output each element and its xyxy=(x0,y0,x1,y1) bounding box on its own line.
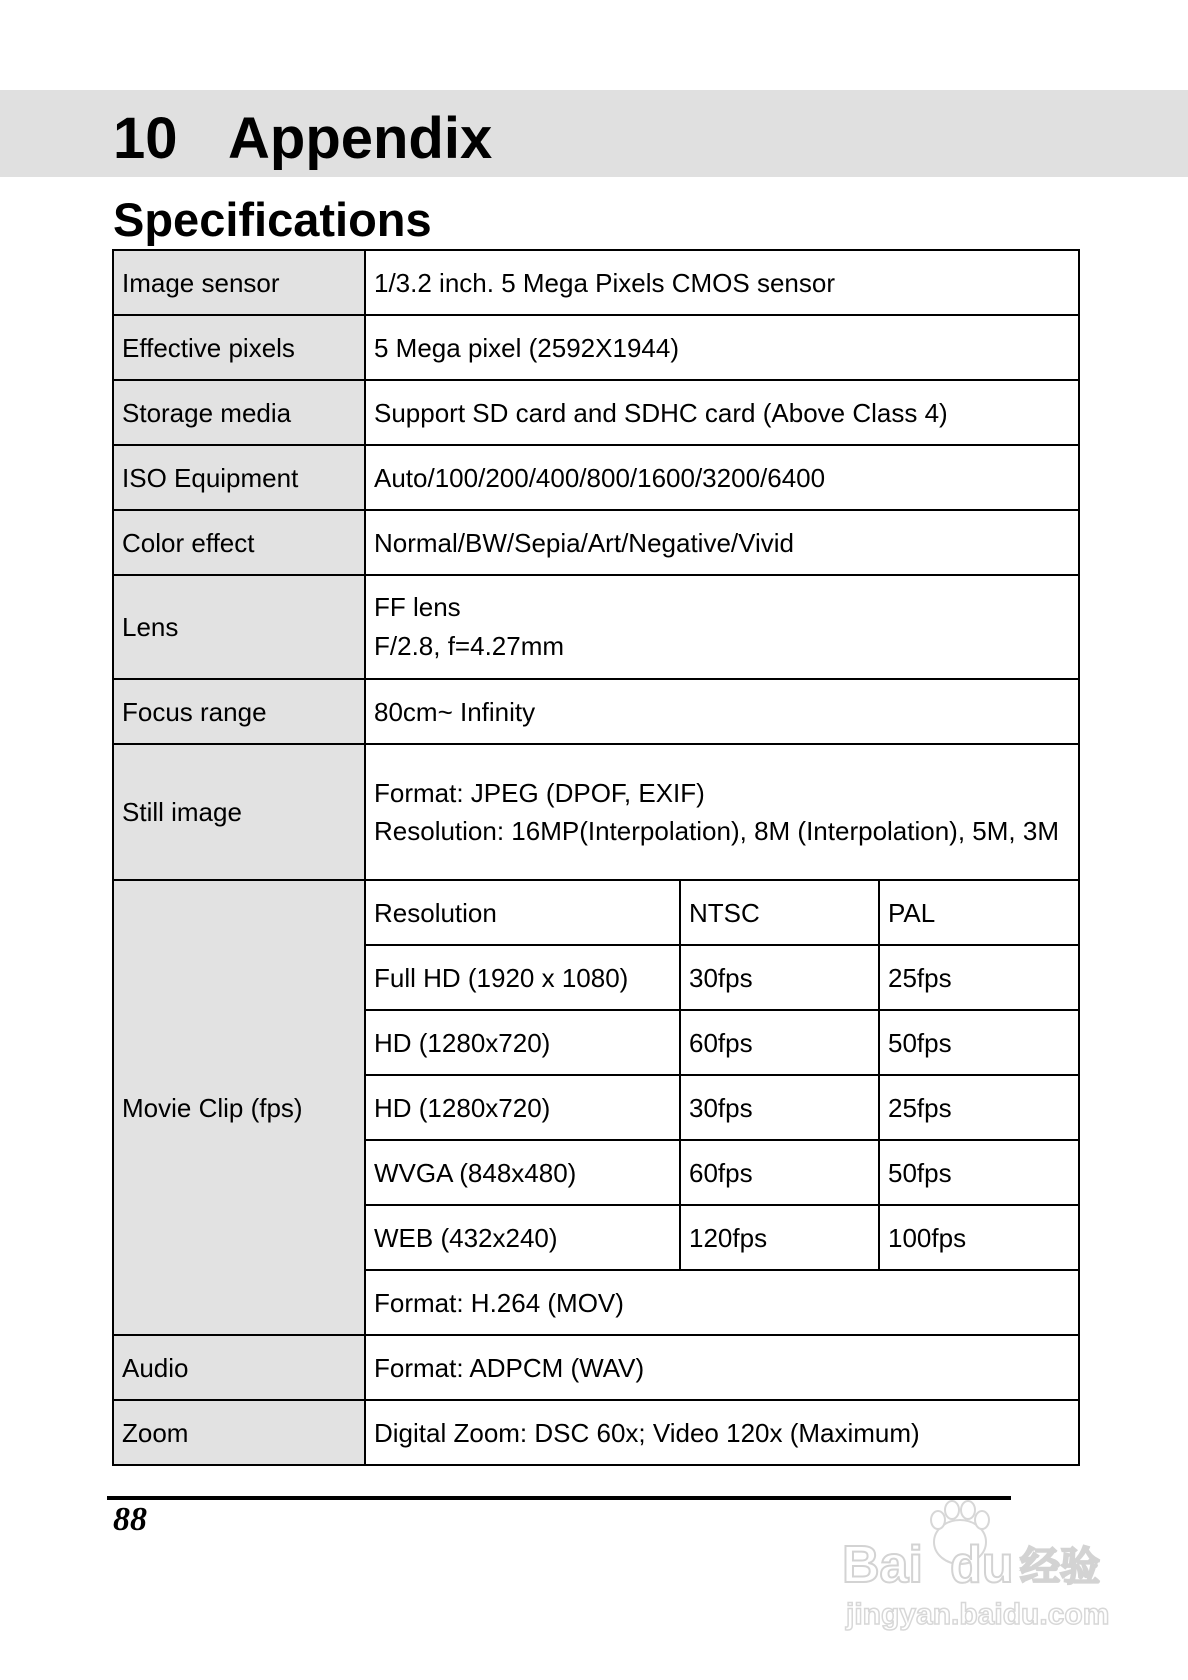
spec-label: Still image xyxy=(113,744,365,880)
movie-ntsc: 60fps xyxy=(680,1010,879,1075)
movie-pal: 100fps xyxy=(879,1205,1079,1270)
movie-resolution: WVGA (848x480) xyxy=(365,1140,680,1205)
section-title: Specifications xyxy=(113,193,432,246)
chapter-name: Appendix xyxy=(228,106,493,171)
spec-row-effective-pixels xyxy=(113,315,1079,380)
spec-value: 1/3.2 inch. 5 Mega Pixels CMOS sensor xyxy=(365,250,1079,315)
spec-label: Lens xyxy=(113,575,365,679)
chapter-number: 10 xyxy=(113,106,178,171)
svg-text:Bai: Bai xyxy=(842,1536,923,1594)
svg-text:经验: 经验 xyxy=(1020,1544,1100,1590)
movie-header-row xyxy=(113,880,1079,945)
spec-label: Audio xyxy=(113,1335,365,1400)
movie-header-pal: PAL xyxy=(879,880,1079,945)
spec-value: Support SD card and SDHC card (Above Class 4) xyxy=(365,380,1079,445)
spec-label-movie-clip: Movie Clip (fps) xyxy=(113,880,365,1335)
spec-value xyxy=(365,575,1079,679)
lens-type: FF lens xyxy=(374,592,461,622)
spec-value: 80cm~ Infinity xyxy=(365,679,1079,744)
svg-text:du: du xyxy=(950,1536,1014,1594)
spec-label: Focus range xyxy=(113,679,365,744)
spec-label: Effective pixels xyxy=(113,315,365,380)
spec-row-audio xyxy=(113,1335,1079,1400)
movie-resolution: WEB (432x240) xyxy=(365,1205,680,1270)
spec-label: Image sensor xyxy=(113,250,365,315)
still-image-format: Format: JPEG (DPOF, EXIF) xyxy=(374,778,705,808)
movie-header-ntsc: NTSC xyxy=(680,880,879,945)
chapter-title xyxy=(113,100,492,178)
movie-ntsc: 30fps xyxy=(680,945,879,1010)
spec-label: ISO Equipment xyxy=(113,445,365,510)
movie-header-resolution: Resolution xyxy=(365,880,680,945)
page-number: 88 xyxy=(113,1501,147,1538)
spec-row-still-image xyxy=(113,744,1079,880)
spec-value: Format: ADPCM (WAV) xyxy=(365,1335,1079,1400)
spec-row-image-sensor xyxy=(113,250,1079,315)
spec-value xyxy=(365,744,1079,880)
spec-row-storage-media xyxy=(113,380,1079,445)
still-image-resolution: Resolution: 16MP(Interpolation), 8M (Interpolation), 5M, 3M xyxy=(374,816,1059,846)
lens-aperture: F/2.8, f=4.27mm xyxy=(374,631,565,661)
spec-row-zoom xyxy=(113,1400,1079,1465)
spec-value: Digital Zoom: DSC 60x; Video 120x (Maximum) xyxy=(365,1400,1079,1465)
svg-text:jingyan.baidu.com: jingyan.baidu.com xyxy=(846,1598,1110,1631)
movie-pal: 50fps xyxy=(879,1010,1079,1075)
movie-pal: 25fps xyxy=(879,1075,1079,1140)
spec-value: Auto/100/200/400/800/1600/3200/6400 xyxy=(365,445,1079,510)
spec-label: Zoom xyxy=(113,1400,365,1465)
movie-ntsc: 120fps xyxy=(680,1205,879,1270)
spec-value: 5 Mega pixel (2592X1944) xyxy=(365,315,1079,380)
movie-resolution: HD (1280x720) xyxy=(365,1010,680,1075)
spec-row-focus-range xyxy=(113,679,1079,744)
movie-ntsc: 30fps xyxy=(680,1075,879,1140)
movie-resolution: Full HD (1920 x 1080) xyxy=(365,945,680,1010)
baidu-watermark-logo xyxy=(842,1500,1122,1640)
spec-label: Storage media xyxy=(113,380,365,445)
movie-resolution: HD (1280x720) xyxy=(365,1075,680,1140)
spec-label: Color effect xyxy=(113,510,365,575)
spec-row-color-effect xyxy=(113,510,1079,575)
movie-pal: 25fps xyxy=(879,945,1079,1010)
movie-format: Format: H.264 (MOV) xyxy=(365,1270,1079,1335)
spec-row-lens xyxy=(113,575,1079,679)
specifications-table xyxy=(112,249,1080,1466)
movie-ntsc: 60fps xyxy=(680,1140,879,1205)
spec-value: Normal/BW/Sepia/Art/Negative/Vivid xyxy=(365,510,1079,575)
spec-row-iso xyxy=(113,445,1079,510)
movie-pal: 50fps xyxy=(879,1140,1079,1205)
